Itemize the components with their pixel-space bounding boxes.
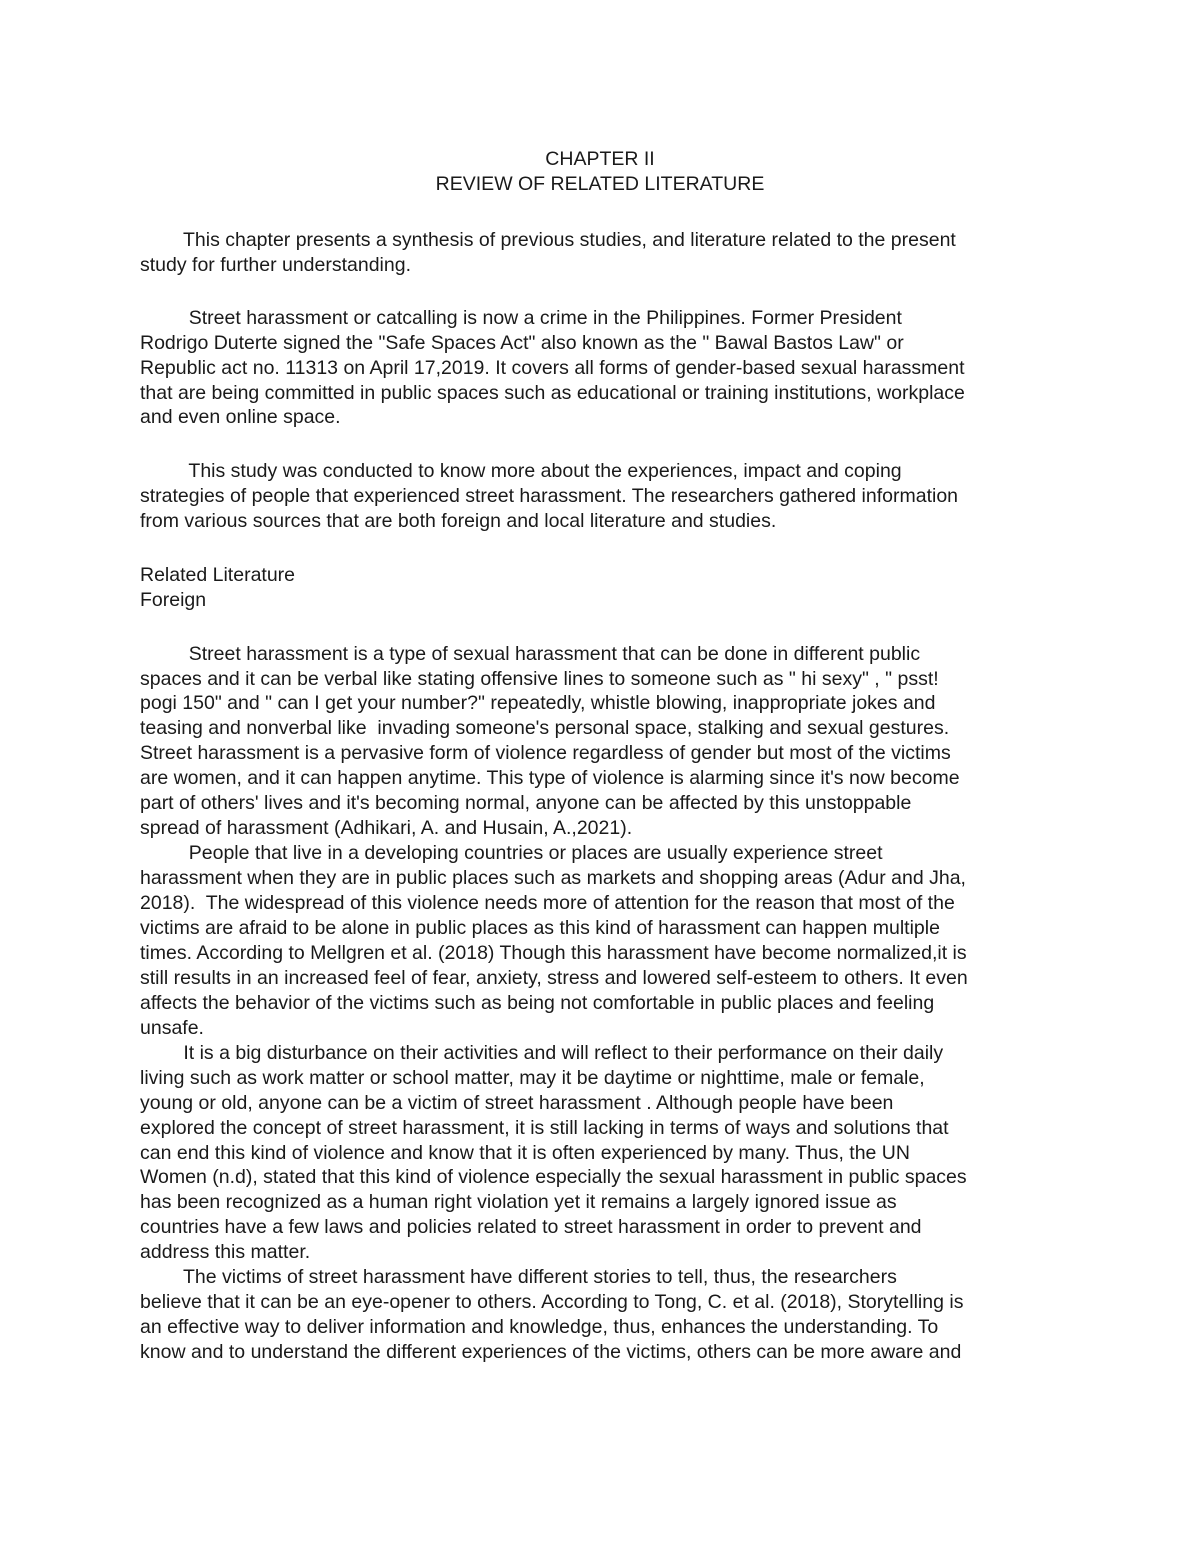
text-line: spaces and it can be verbal like stating offensive lines to someone such as " hi sexy" , " psst! (140, 668, 939, 690)
text-line: Rodrigo Duterte signed the "Safe Spaces Act" also known as the " Bawal Bastos Law" or (140, 332, 904, 354)
text-line: part of others' lives and it's becoming normal, anyone can be affected by this unstoppable (140, 792, 912, 814)
text-line: can end this kind of violence and know that it is often experienced by many. Thus, the UN (140, 1142, 910, 1164)
text-line: It is a big disturbance on their activities and will reflect to their performance on their daily (140, 1042, 944, 1064)
text-line: victims are afraid to be alone in public places as this kind of harassment can happen multiple (140, 917, 940, 939)
text-line: 2018). The widespread of this violence needs more of attention for the reason that most of the (140, 892, 955, 914)
subsection-heading: Foreign (140, 589, 207, 611)
text-line: countries have a few laws and policies related to street harassment in order to prevent and (140, 1216, 922, 1238)
text-line: times. According to Mellgren et al. (2018) Though this harassment have become normalized,it is (140, 942, 967, 964)
text-line: The victims of street harassment have different stories to tell, thus, the researchers (140, 1266, 897, 1288)
text-line: an effective way to deliver information and knowledge, thus, enhances the understanding. To (140, 1316, 939, 1338)
chapter-number: CHAPTER II (545, 148, 655, 170)
text-line: has been recognized as a human right violation yet it remains a largely ignored issue as (140, 1191, 897, 1213)
text-line: still results in an increased feel of fear, anxiety, stress and lowered self-esteem to others. It even (140, 967, 968, 989)
text-line: This study was conducted to know more about the experiences, impact and coping (140, 460, 902, 482)
text-line: address this matter. (140, 1241, 311, 1263)
text-line: and even online space. (140, 406, 341, 428)
text-line: Street harassment or catcalling is now a crime in the Philippines. Former President (140, 307, 902, 329)
text-line: explored the concept of street harassment, it is still lacking in terms of ways and solutions that (140, 1117, 949, 1139)
text-line: young or old, anyone can be a victim of street harassment . Although people have been (140, 1092, 894, 1114)
text-line: This chapter presents a synthesis of previous studies, and literature related to the present (140, 229, 956, 251)
text-line: Street harassment is a pervasive form of violence regardless of gender but most of the victims (140, 742, 951, 764)
text-line: Women (n.d), stated that this kind of violence especially the sexual harassment in public spaces (140, 1166, 967, 1188)
text-line: pogi 150" and " can I get your number?" repeatedly, whistle blowing, inappropriate jokes and (140, 692, 936, 714)
text-line: unsafe. (140, 1017, 204, 1039)
text-line: teasing and nonverbal like invading someone's personal space, stalking and sexual gestures. (140, 717, 950, 739)
text-line: harassment when they are in public places such as markets and shopping areas (Adur and Jha, (140, 867, 966, 889)
chapter-title: REVIEW OF RELATED LITERATURE (435, 173, 765, 195)
text-line: know and to understand the different experiences of the victims, others can be more aware and (140, 1341, 962, 1363)
section-heading: Related Literature (140, 564, 296, 586)
text-line: affects the behavior of the victims such as being not comfortable in public places and feeling (140, 992, 935, 1014)
text-line: People that live in a developing countries or places are usually experience street (140, 842, 883, 864)
text-line: believe that it can be an eye-opener to others. According to Tong, C. et al. (2018), Storytelling is (140, 1291, 964, 1313)
text-line: living such as work matter or school matter, may it be daytime or nighttime, male or female, (140, 1067, 925, 1089)
text-line: strategies of people that experienced street harassment. The researchers gathered information (140, 485, 959, 507)
text-line: Street harassment is a type of sexual harassment that can be done in different public (140, 643, 921, 665)
text-line: Republic act no. 11313 on April 17,2019. It covers all forms of gender-based sexual harassment (140, 357, 965, 379)
text-line: from various sources that are both foreign and local literature and studies. (140, 510, 777, 532)
text-line: study for further understanding. (140, 254, 411, 276)
text-line: spread of harassment (Adhikari, A. and Husain, A.,2021). (140, 817, 633, 839)
text-line: that are being committed in public spaces such as educational or training institutions, workplace (140, 382, 965, 404)
text-line: are women, and it can happen anytime. This type of violence is alarming since it's now become (140, 767, 960, 789)
